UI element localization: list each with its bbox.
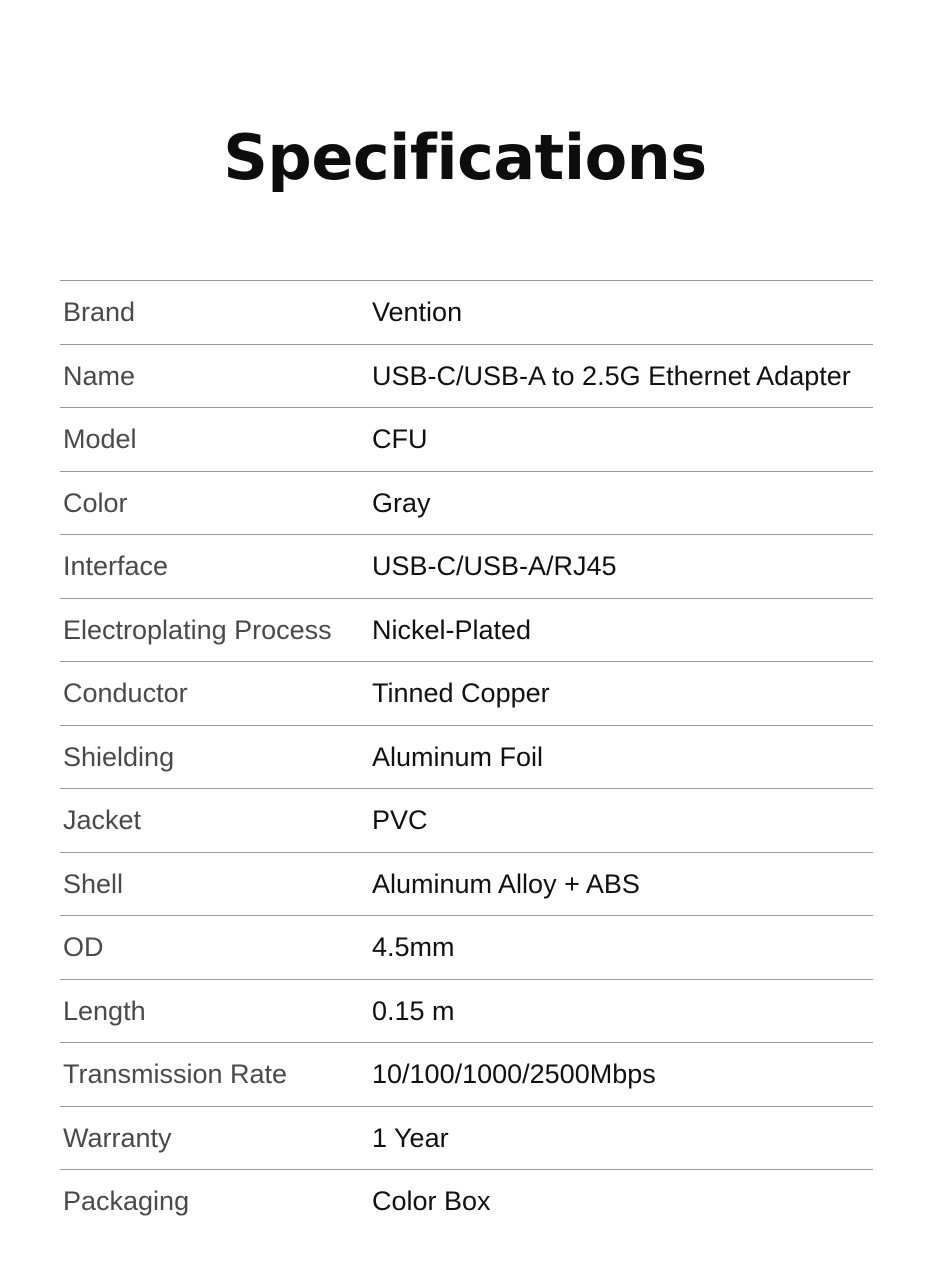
spec-value: Nickel-Plated xyxy=(372,614,532,645)
spec-label: Electroplating Process xyxy=(63,614,332,645)
spec-row-conductor xyxy=(60,661,873,725)
spec-label: Name xyxy=(63,360,136,391)
spec-row-shell xyxy=(60,852,873,916)
spec-value: Aluminum Foil xyxy=(372,741,544,772)
spec-value: 0.15 m xyxy=(372,995,455,1026)
spec-value: 1 Year xyxy=(372,1122,449,1153)
spec-label: Model xyxy=(63,424,137,454)
spec-row-transmission-rate xyxy=(60,1042,873,1106)
spec-label: Brand xyxy=(63,297,136,327)
spec-label: Length xyxy=(63,995,146,1026)
spec-value: Aluminum Alloy + ABS xyxy=(372,868,640,899)
spec-label: Jacket xyxy=(63,805,142,835)
spec-row-packaging xyxy=(60,1169,873,1233)
spec-row-od xyxy=(60,915,873,979)
spec-value: CFU xyxy=(372,424,428,454)
spec-label: Shell xyxy=(63,868,124,899)
spec-label: Conductor xyxy=(63,678,188,708)
spec-table xyxy=(60,280,873,1233)
spec-row-shielding xyxy=(60,725,873,789)
spec-label: Transmission Rate xyxy=(63,1059,288,1089)
spec-row-name xyxy=(60,344,873,408)
spec-label: Color xyxy=(63,487,128,518)
spec-row-interface xyxy=(60,534,873,598)
spec-value: 10/100/1000/2500Mbps xyxy=(372,1059,656,1089)
spec-row-warranty xyxy=(60,1106,873,1170)
spec-value: PVC xyxy=(372,805,428,835)
spec-value: 4.5mm xyxy=(372,932,455,962)
spec-value: Color Box xyxy=(372,1186,491,1216)
spec-row-model xyxy=(60,407,873,471)
spec-value: USB-C/USB-A to 2.5G Ethernet Adapter xyxy=(372,360,851,391)
spec-label: Interface xyxy=(63,551,169,581)
spec-row-length xyxy=(60,979,873,1043)
spec-label: Packaging xyxy=(63,1186,190,1216)
spec-value: USB-C/USB-A/RJ45 xyxy=(372,551,617,581)
spec-row-color xyxy=(60,471,873,535)
spec-label: Warranty xyxy=(63,1122,172,1153)
spec-value: Tinned Copper xyxy=(372,678,550,708)
spec-value: Vention xyxy=(372,297,463,327)
spec-row-jacket xyxy=(60,788,873,852)
spec-label: OD xyxy=(63,932,104,962)
spec-row-electroplating-process xyxy=(60,598,873,662)
page-title: Specifications xyxy=(223,121,707,194)
spec-row-brand xyxy=(60,280,873,344)
spec-value: Gray xyxy=(372,487,431,518)
spec-label: Shielding xyxy=(63,741,175,772)
